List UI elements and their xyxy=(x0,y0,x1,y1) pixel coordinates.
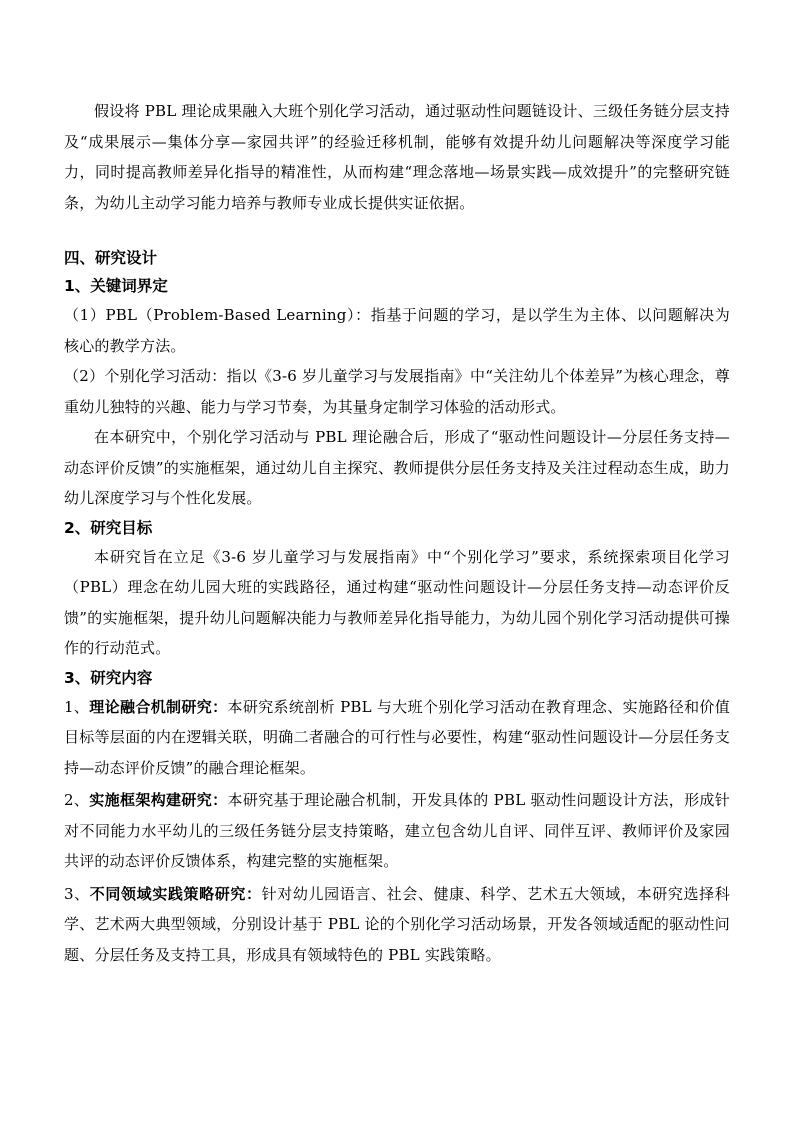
content-item-label: 不同领域实践策略研究： xyxy=(89,884,262,903)
definition-individual-learning: （2）个别化学习活动：指以《3-6 岁儿童学习与发展指南》中“关注幼儿个体差异”为核心理念，尊重幼儿独特的兴趣、能力与学习节奏，为其量身定制学习体验的活动形式。 xyxy=(64,367,730,416)
subsection-title-goals: 2、研究目标 xyxy=(64,518,153,537)
content-item-label: 理论融合机制研究： xyxy=(89,697,228,716)
subsection-title-content: 3、研究内容 xyxy=(64,668,153,687)
content-item-number: 3、 xyxy=(64,884,90,903)
definition-pbl: （1）PBL（Problem-Based Learning）：指基于问题的学习，是以学生为主体、以问题解决为核心的教学方法。 xyxy=(64,306,730,355)
content-item xyxy=(64,879,730,971)
section-gap xyxy=(64,218,730,244)
content-item-text: 针对幼儿园语言、社会、健康、科学、艺术五大领域，本研究选择科学、艺术两大典型领域，分别设计基于 PBL 论的个别化学习活动场景，开发各领域适配的驱动性问题、分层任务及支持工具，形成具有领域特色的 PBL 实践策略。 xyxy=(64,884,730,964)
content-item-text: 本研究基于理论融合机制，开发具体的 PBL 驱动性问题设计方法，形成针对不同能力水平幼儿的三级任务链分层支持策略，建立包含幼儿自评、同伴互评、教师评价及家园共评的动态评价反馈体系，构建完整的实施框架。 xyxy=(64,791,730,870)
content-item-number: 1、 xyxy=(64,697,90,716)
subsection-title-keywords: 1、关键词界定 xyxy=(64,277,168,295)
content-item xyxy=(64,692,730,784)
section-title-research-design: 四、研究设计 xyxy=(64,249,158,267)
content-item-text: 本研究系统剖析 PBL 与大班个别化学习活动在教育理念、实施路径和价值目标等层面的内在逻辑关联，明确二者融合的可行性与必要性，构建“驱动性问题设计—分层任务支持—动态评价反馈”的融合理论框架。 xyxy=(64,697,730,777)
definition-integration: 在本研究中，个别化学习活动与 PBL 理论融合后，形成了“驱动性问题设计—分层任务支持—动态评价反馈”的实施框架，通过幼儿自主探究、教师提供分层任务支持及关注过程动态生成，助力幼儿深度学习与个性化发展。 xyxy=(64,428,730,507)
hypothesis-paragraph: 假设将 PBL 理论成果融入大班个别化学习活动，通过驱动性问题链设计、三级任务链分层支持及“成果展示—集体分享—家园共评”的经验迁移机制，能够有效提升幼儿问题解决等深度学习能力，同时提高教师差异化指导的精准性，从而构建“理念落地—场景实践—成效提升”的完整研究链条，为幼儿主动学习能力培养与教师专业成长提供实证依据。 xyxy=(64,102,730,212)
content-item-label: 实施框架构建研究： xyxy=(89,791,228,809)
content-item-number: 2、 xyxy=(64,791,90,809)
goal-paragraph: 本研究旨在立足《3-6 岁儿童学习与发展指南》中“个别化学习”要求，系统探索项目化学习（PBL）理念在幼儿园大班的实践路径，通过构建“驱动性问题设计—分层任务支持—动态评价反馈”的实施框架，提升幼儿问题解决能力与教师差异化指导能力，为幼儿园个别化学习活动提供可操作的行动范式。 xyxy=(64,547,730,657)
content-item xyxy=(64,785,730,877)
document-body xyxy=(64,96,730,970)
